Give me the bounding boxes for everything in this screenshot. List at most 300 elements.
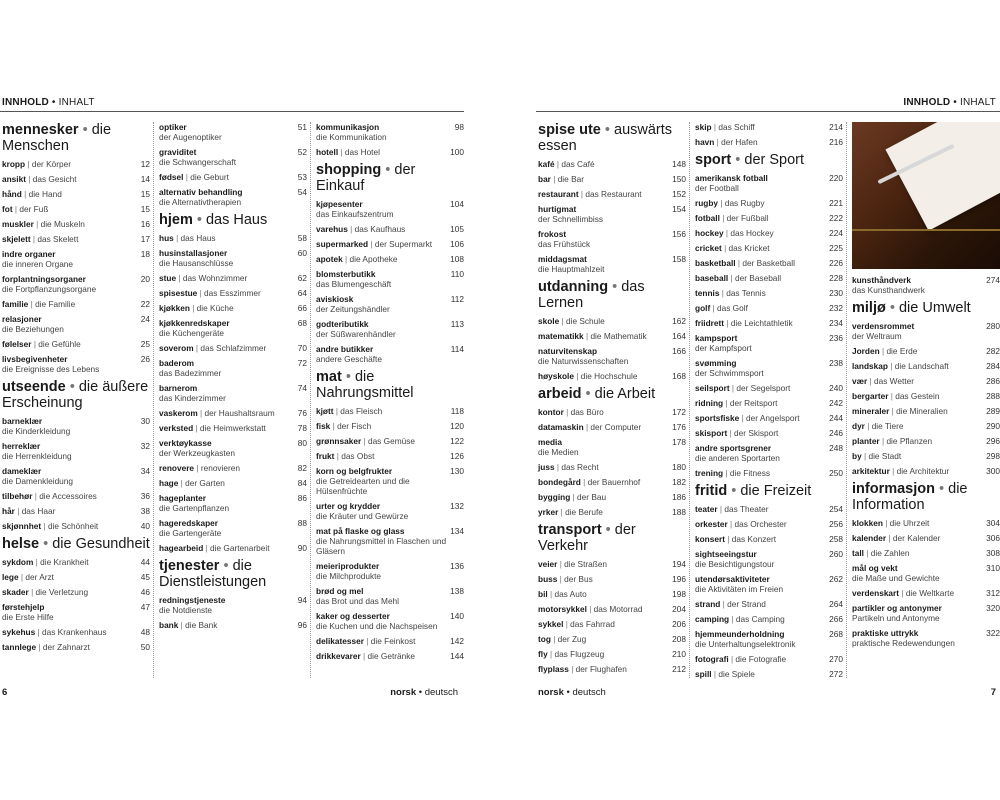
section-heading: arbeid • die Arbeit [538, 386, 656, 402]
entry-norwegian: friidrett [695, 318, 725, 328]
toc-entry[interactable] [2, 354, 150, 374]
toc-entry[interactable]: havn | der Hafen 216 [695, 137, 843, 147]
toc-entry[interactable] [2, 466, 150, 486]
toc-entry[interactable]: hår | das Haar 38 [2, 506, 150, 516]
toc-entry[interactable] [538, 437, 686, 457]
section-heading: mat • die Nahrungsmittel [316, 369, 414, 401]
toc-entry[interactable] [538, 229, 686, 249]
toc-entry[interactable]: matematikk | die Mathematik 164 [538, 331, 686, 341]
toc-entry[interactable] [316, 526, 464, 556]
toc-entry[interactable] [538, 204, 686, 224]
entry-norwegian: hageredskaper [159, 518, 219, 528]
entry-norwegian: skjønnhet [2, 521, 42, 531]
entry-norwegian: livsbegivenheter [2, 354, 68, 364]
toc-entry[interactable]: spisestue | das Esszimmer 64 [159, 288, 307, 298]
toc-entry[interactable] [316, 611, 464, 631]
toc-entry[interactable]: apotek | die Apotheke 108 [316, 254, 464, 264]
toc-entry[interactable]: baseball | der Baseball 228 [695, 273, 843, 283]
entry-german: die Kuchen und die Nachspeisen [316, 621, 438, 631]
entry-page-number: 15 [140, 189, 150, 199]
entry-page-number: 212 [672, 664, 686, 674]
entry-page-number: 105 [450, 224, 464, 234]
entry-norwegian: Jorden [852, 346, 880, 356]
toc-entry[interactable]: tall | die Zahlen 308 [852, 548, 1000, 558]
entry-page-number: 232 [829, 303, 843, 313]
entry-page-number: 138 [450, 586, 464, 596]
entry-norwegian: sportsfiske [695, 413, 740, 423]
entry-page-number: 15 [140, 204, 150, 214]
entry-page-number: 312 [986, 588, 1000, 598]
toc-entry[interactable]: frukt | das Obst 126 [316, 451, 464, 461]
entry-page-number: 150 [672, 174, 686, 184]
entry-norwegian: havn [695, 137, 715, 147]
toc-entry[interactable]: orkester | das Orchester 256 [695, 519, 843, 529]
entry-page-number: 322 [986, 628, 1000, 638]
entry-german: der Kalender [892, 533, 941, 543]
entry-norwegian: verksted [159, 423, 194, 433]
entry-page-number: 142 [450, 636, 464, 646]
toc-entry[interactable]: golf | das Golf 232 [695, 303, 843, 313]
toc-entry[interactable]: basketball | der Basketball 226 [695, 258, 843, 268]
toc-entry[interactable]: sykkel | das Fahrrad 206 [538, 619, 686, 629]
section-heading: fritid • die Freizeit [695, 483, 812, 499]
entry-page-number: 80 [297, 438, 307, 448]
toc-entry[interactable] [159, 595, 307, 615]
toc-entry[interactable]: spill | die Spiele 272 [695, 669, 843, 679]
section-heading: informasjon • die Information [852, 481, 968, 513]
toc-entry[interactable]: friidrett | die Leichtathletik 234 [695, 318, 843, 328]
toc-entry[interactable]: høyskole | die Hochschule 168 [538, 371, 686, 381]
toc-entry[interactable] [695, 358, 843, 378]
toc-entry[interactable] [159, 438, 307, 458]
entry-page-number: 18 [140, 249, 150, 259]
entry-norwegian: dyr [852, 421, 865, 431]
entry-german: die Besichtigungstour [695, 559, 775, 569]
entry-german: die Beziehungen [2, 324, 64, 334]
entry-norwegian: supermarked [316, 239, 369, 249]
right-header: INNHOLD • INHALT [903, 97, 996, 108]
toc-entry[interactable]: dyr | die Tiere 290 [852, 421, 1000, 431]
toc-entry[interactable]: mineraler | die Mineralien 289 [852, 406, 1000, 416]
toc-entry[interactable] [695, 443, 843, 463]
entry-page-number: 148 [672, 159, 686, 169]
toc-entry[interactable] [159, 383, 307, 403]
toc-entry[interactable]: restaurant | das Restaurant 152 [538, 189, 686, 199]
entry-german: das Fahrrad [570, 619, 615, 629]
entry-german: der Baseball [734, 273, 782, 283]
entry-norwegian: media [538, 437, 562, 447]
toc-entry[interactable]: hockey | das Hockey 224 [695, 228, 843, 238]
right-footer-language: norsk • deutsch [538, 687, 606, 698]
entry-german: die Accessoires [39, 491, 97, 501]
toc-entry[interactable]: arkitektur | die Architektur 300 [852, 466, 1000, 476]
toc-entry[interactable]: skole | die Schule 162 [538, 316, 686, 326]
entry-norwegian: hus [159, 233, 174, 243]
toc-entry[interactable]: bil | das Auto 198 [538, 589, 686, 599]
entry-german: die Spiele [718, 669, 755, 679]
entry-page-number: 52 [297, 147, 307, 157]
entry-german: die Pflanzen [886, 436, 933, 446]
entry-norwegian: kaker og desserter [316, 611, 390, 621]
toc-entry[interactable]: buss | der Bus 196 [538, 574, 686, 584]
toc-entry[interactable] [316, 561, 464, 581]
toc-entry[interactable] [538, 254, 686, 274]
entry-german: die Zahlen [870, 548, 910, 558]
toc-entry[interactable]: hånd | die Hand 15 [2, 189, 150, 199]
toc-entry[interactable]: skjelett | das Skelett 17 [2, 234, 150, 244]
entry-norwegian: skisport [695, 428, 728, 438]
entry-page-number: 30 [140, 416, 150, 426]
toc-entry[interactable]: seilsport | der Segelsport 240 [695, 383, 843, 393]
entry-norwegian: følelser [2, 339, 32, 349]
toc-entry[interactable]: by | die Stadt 298 [852, 451, 1000, 461]
toc-entry[interactable] [316, 199, 464, 219]
toc-entry[interactable] [852, 603, 1000, 623]
toc-entry[interactable]: tog | der Zug 208 [538, 634, 686, 644]
entry-german: die Hochschule [580, 371, 638, 381]
toc-entry[interactable]: hus | das Haus 58 [159, 233, 307, 243]
entry-german: das Auto [554, 589, 587, 599]
entry-norwegian: teater [695, 504, 718, 514]
entry-page-number: 40 [140, 521, 150, 531]
entry-norwegian: høyskole [538, 371, 574, 381]
entry-norwegian: relasjoner [2, 314, 42, 324]
toc-entry[interactable]: stue | das Wohnzimmer 62 [159, 273, 307, 283]
entry-page-number: 260 [829, 549, 843, 559]
toc-entry[interactable] [852, 628, 1000, 648]
toc-entry[interactable]: bank | die Bank 96 [159, 620, 307, 630]
entry-page-number: 256 [829, 519, 843, 529]
entry-norwegian: tilbehør [2, 491, 33, 501]
toc-entry[interactable]: skisport | der Skisport 246 [695, 428, 843, 438]
entry-page-number: 132 [450, 501, 464, 511]
toc-entry[interactable]: juss | das Recht 180 [538, 462, 686, 472]
toc-entry[interactable] [159, 318, 307, 338]
entry-norwegian: cricket [695, 243, 722, 253]
entry-page-number: 134 [450, 526, 464, 536]
entry-norwegian: konsert [695, 534, 725, 544]
entry-german: die Maße und Gewichte [852, 573, 940, 583]
entry-german: das Fleisch [340, 406, 383, 416]
toc-entry[interactable]: fødsel | die Geburt 53 [159, 172, 307, 182]
toc-entry[interactable]: kafé | das Café 148 [538, 159, 686, 169]
entry-german: die Uhrzeit [889, 518, 930, 528]
toc-entry[interactable]: veier | die Straßen 194 [538, 559, 686, 569]
entry-norwegian: barnerom [159, 383, 198, 393]
entry-page-number: 45 [140, 572, 150, 582]
entry-german: die Hand [28, 189, 62, 199]
entry-german: die Naturwissenschaften [538, 356, 629, 366]
toc-entry[interactable]: yrker | die Berufe 188 [538, 507, 686, 517]
toc-entry[interactable] [2, 314, 150, 334]
toc-entry[interactable]: tennis | das Tennis 230 [695, 288, 843, 298]
toc-entry[interactable] [316, 466, 464, 496]
toc-entry[interactable]: Jorden | die Erde 282 [852, 346, 1000, 356]
toc-entry[interactable] [159, 518, 307, 538]
entry-page-number: 164 [672, 331, 686, 341]
toc-entry[interactable] [316, 319, 464, 339]
section-heading: sport • der Sport [695, 152, 805, 168]
entry-norwegian: rugby [695, 198, 719, 208]
toc-entry[interactable]: verksted | die Heimwerkstatt 78 [159, 423, 307, 433]
toc-entry[interactable]: verdenskart | die Weltkarte 312 [852, 588, 1000, 598]
entry-norwegian: skader [2, 587, 29, 597]
entry-german: das Kunsthandwerk [852, 285, 925, 295]
toc-entry[interactable]: supermarked | der Supermarkt 106 [316, 239, 464, 249]
entry-page-number: 236 [829, 333, 843, 343]
entry-german: das Haar [21, 506, 56, 516]
entry-german: das Motorrad [593, 604, 643, 614]
toc-entry[interactable] [159, 248, 307, 268]
entry-german: der Augenoptiker [159, 132, 222, 142]
toc-entry[interactable] [316, 294, 464, 314]
toc-entry[interactable]: ridning | der Reitsport 242 [695, 398, 843, 408]
toc-entry[interactable]: drikkevarer | die Getränke 144 [316, 651, 464, 661]
toc-entry[interactable]: fotografi | die Fotografie 270 [695, 654, 843, 664]
toc-entry[interactable] [316, 122, 464, 142]
toc-entry[interactable] [316, 501, 464, 521]
toc-entry[interactable] [2, 441, 150, 461]
entry-page-number: 186 [672, 492, 686, 502]
entry-norwegian: mineraler [852, 406, 890, 416]
entry-german: das Gestein [895, 391, 940, 401]
entry-norwegian: skole [538, 316, 560, 326]
entry-page-number: 64 [297, 288, 307, 298]
toc-entry[interactable] [2, 274, 150, 294]
toc-entry[interactable]: kalender | der Kalender 306 [852, 533, 1000, 543]
toc-entry[interactable]: sykdom | die Krankheit 44 [2, 557, 150, 567]
toc-entry[interactable]: trening | die Fitness 250 [695, 468, 843, 478]
entry-norwegian: buss [538, 574, 558, 584]
entry-norwegian: svømming [695, 358, 737, 368]
entry-norwegian: hånd [2, 189, 22, 199]
left-footer-language: norsk • deutsch [390, 687, 458, 698]
section-heading: helse • die Gesundheit [2, 536, 150, 552]
entry-norwegian: flyplass [538, 664, 569, 674]
entry-page-number: 32 [140, 441, 150, 451]
entry-page-number: 118 [450, 406, 464, 416]
entry-german: der Bauernhof [587, 477, 641, 487]
toc-entry[interactable]: delikatesser | die Feinkost 142 [316, 636, 464, 646]
toc-entry[interactable]: planter | die Pflanzen 296 [852, 436, 1000, 446]
toc-entry[interactable]: fly | das Flugzeug 210 [538, 649, 686, 659]
entry-german: der Angelsport [746, 413, 800, 423]
entry-german: die Weltkarte [905, 588, 955, 598]
toc-entry[interactable]: sportsfiske | der Angelsport 244 [695, 413, 843, 423]
entry-norwegian: grønnsaker [316, 436, 362, 446]
entry-german: der Arzt [25, 572, 54, 582]
entry-german: der Skisport [734, 428, 779, 438]
toc-entry[interactable] [695, 173, 843, 193]
toc-entry[interactable]: muskler | die Muskeln 16 [2, 219, 150, 229]
toc-entry[interactable]: fot | der Fuß 15 [2, 204, 150, 214]
toc-entry[interactable]: soverom | das Schlafzimmer 70 [159, 343, 307, 353]
toc-entry[interactable] [316, 586, 464, 606]
toc-entry[interactable]: rugby | das Rugby 221 [695, 198, 843, 208]
entry-norwegian: fotball [695, 213, 720, 223]
entry-german: die Stadt [868, 451, 902, 461]
entry-page-number: 182 [672, 477, 686, 487]
toc-entry[interactable] [316, 344, 464, 364]
toc-entry[interactable] [2, 416, 150, 436]
entry-german: der Zahnarzt [42, 642, 90, 652]
toc-entry[interactable]: strand | der Strand 264 [695, 599, 843, 609]
toc-entry[interactable] [2, 249, 150, 269]
toc-entry[interactable]: konsert | das Konzert 258 [695, 534, 843, 544]
entry-german: die Architektur [896, 466, 950, 476]
entry-page-number: 130 [450, 466, 464, 476]
toc-entry[interactable]: ansikt | das Gesicht 14 [2, 174, 150, 184]
toc-entry[interactable]: hage | der Garten 84 [159, 478, 307, 488]
toc-entry[interactable]: bar | die Bar 150 [538, 174, 686, 184]
toc-entry[interactable] [2, 602, 150, 622]
toc-entry[interactable]: renovere | renovieren 82 [159, 463, 307, 473]
toc-entry[interactable]: tannlege | der Zahnarzt 50 [2, 642, 150, 652]
toc-entry[interactable] [159, 122, 307, 142]
toc-entry[interactable] [159, 493, 307, 513]
toc-entry[interactable]: hotell | das Hotel 100 [316, 147, 464, 157]
entry-german: die Gefühle [38, 339, 81, 349]
toc-entry[interactable]: hagearbeid | die Gartenarbeit 90 [159, 543, 307, 553]
toc-entry[interactable]: skjønnhet | die Schönheit 40 [2, 521, 150, 531]
toc-entry[interactable]: landskap | die Landschaft 284 [852, 361, 1000, 371]
toc-entry[interactable]: varehus | das Kaufhaus 105 [316, 224, 464, 234]
toc-entry[interactable]: bondegård | der Bauernhof 182 [538, 477, 686, 487]
toc-entry[interactable]: bygging | der Bau 186 [538, 492, 686, 502]
entry-norwegian: klokken [852, 518, 883, 528]
toc-entry[interactable]: vaskerom | der Haushaltsraum 76 [159, 408, 307, 418]
entry-norwegian: frukt [316, 451, 335, 461]
entry-page-number: 26 [140, 354, 150, 364]
entry-norwegian: bygging [538, 492, 571, 502]
toc-entry[interactable] [538, 346, 686, 366]
entry-page-number: 226 [829, 258, 843, 268]
entry-german: die Schwangerschaft [159, 157, 237, 167]
column-divider [689, 122, 690, 678]
entry-page-number: 46 [140, 587, 150, 597]
toc-entry[interactable]: vær | das Wetter 286 [852, 376, 1000, 386]
toc-entry[interactable] [852, 563, 1000, 583]
toc-entry[interactable]: flyplass | der Flughafen 212 [538, 664, 686, 674]
entry-page-number: 264 [829, 599, 843, 609]
entry-german: der Weltraum [852, 331, 902, 341]
toc-entry[interactable]: kjøkken | die Küche 66 [159, 303, 307, 313]
entry-german: die Fitness [729, 468, 771, 478]
toc-entry[interactable]: klokken | die Uhrzeit 304 [852, 518, 1000, 528]
entry-german: die Getränke [367, 651, 416, 661]
toc-entry[interactable]: tilbehør | die Accessoires 36 [2, 491, 150, 501]
entry-page-number: 176 [672, 422, 686, 432]
toc-entry[interactable] [852, 321, 1000, 341]
left-header-rule [0, 111, 464, 112]
entry-german: das Recht [561, 462, 599, 472]
entry-page-number: 194 [672, 559, 686, 569]
toc-entry[interactable]: fotball | der Fußball 222 [695, 213, 843, 223]
entry-page-number: 230 [829, 288, 843, 298]
entry-german: das Camping [735, 614, 785, 624]
entry-german: die Milchprodukte [316, 571, 382, 581]
left-column-3 [316, 122, 464, 666]
toc-entry[interactable]: sykehus | das Krankenhaus 48 [2, 627, 150, 637]
entry-german: die Verletzung [35, 587, 89, 597]
toc-entry[interactable]: følelser | die Gefühle 25 [2, 339, 150, 349]
entry-page-number: 126 [450, 451, 464, 461]
entry-page-number: 144 [450, 651, 464, 661]
toc-entry[interactable]: camping | das Camping 266 [695, 614, 843, 624]
entry-norwegian: strand [695, 599, 721, 609]
right-column-2 [695, 122, 843, 684]
entry-norwegian: basketball [695, 258, 736, 268]
entry-german: die Küche [196, 303, 234, 313]
entry-german: das Flugzeug [554, 649, 605, 659]
column-divider [153, 122, 154, 678]
entry-german: der Garten [185, 478, 225, 488]
entry-page-number: 246 [829, 428, 843, 438]
toc-entry[interactable] [316, 269, 464, 289]
toc-entry[interactable]: datamaskin | der Computer 176 [538, 422, 686, 432]
toc-entry[interactable] [695, 629, 843, 649]
left-column-1 [2, 122, 150, 657]
toc-entry[interactable] [695, 549, 843, 569]
entry-norwegian: hurtigmat [538, 204, 577, 214]
toc-entry[interactable] [159, 187, 307, 207]
entry-norwegian: tennis [695, 288, 720, 298]
entry-page-number: 240 [829, 383, 843, 393]
toc-entry[interactable]: cricket | das Kricket 225 [695, 243, 843, 253]
entry-page-number: 238 [829, 358, 843, 368]
entry-german: der Werkzeugkasten [159, 448, 235, 458]
entry-page-number: 308 [986, 548, 1000, 558]
entry-german: die Schule [565, 316, 605, 326]
toc-entry[interactable]: grønnsaker | das Gemüse 122 [316, 436, 464, 446]
entry-page-number: 268 [829, 629, 843, 639]
toc-entry[interactable]: familie | die Familie 22 [2, 299, 150, 309]
entry-norwegian: ridning [695, 398, 724, 408]
entry-page-number: 82 [297, 463, 307, 473]
toc-entry[interactable]: fisk | der Fisch 120 [316, 421, 464, 431]
entry-german: der Schnellimbiss [538, 214, 604, 224]
entry-german: das Esszimmer [204, 288, 261, 298]
entry-norwegian: kunsthåndverk [852, 275, 912, 285]
toc-entry[interactable]: kjøtt | das Fleisch 118 [316, 406, 464, 416]
toc-entry[interactable]: skip | das Schiff 214 [695, 122, 843, 132]
toc-entry[interactable] [159, 358, 307, 378]
left-page-number: 6 [2, 687, 8, 698]
entry-german: der Segelsport [736, 383, 791, 393]
entry-norwegian: kalender [852, 533, 887, 543]
toc-entry[interactable]: kontor | das Büro 172 [538, 407, 686, 417]
toc-entry[interactable]: lege | der Arzt 45 [2, 572, 150, 582]
toc-entry[interactable] [695, 333, 843, 353]
toc-entry[interactable]: bergarter | das Gestein 288 [852, 391, 1000, 401]
entry-german: der Bau [577, 492, 607, 502]
toc-entry[interactable]: skader | die Verletzung 46 [2, 587, 150, 597]
entry-german: der Kampfsport [695, 343, 752, 353]
right-header-rule [536, 111, 1000, 112]
entry-norwegian: aviskiosk [316, 294, 354, 304]
entry-norwegian: mål og vekt [852, 563, 898, 573]
toc-entry[interactable]: motorsykkel | das Motorrad 204 [538, 604, 686, 614]
toc-entry[interactable]: teater | das Theater 254 [695, 504, 843, 514]
column-divider [310, 122, 311, 678]
toc-entry[interactable] [159, 147, 307, 167]
entry-page-number: 250 [829, 468, 843, 478]
entry-norwegian: forplantningsorganer [2, 274, 86, 284]
toc-entry[interactable] [695, 574, 843, 594]
toc-entry[interactable] [852, 275, 1000, 295]
entry-norwegian: korn og belgfrukter [316, 466, 393, 476]
toc-entry[interactable]: kropp | der Körper 12 [2, 159, 150, 169]
